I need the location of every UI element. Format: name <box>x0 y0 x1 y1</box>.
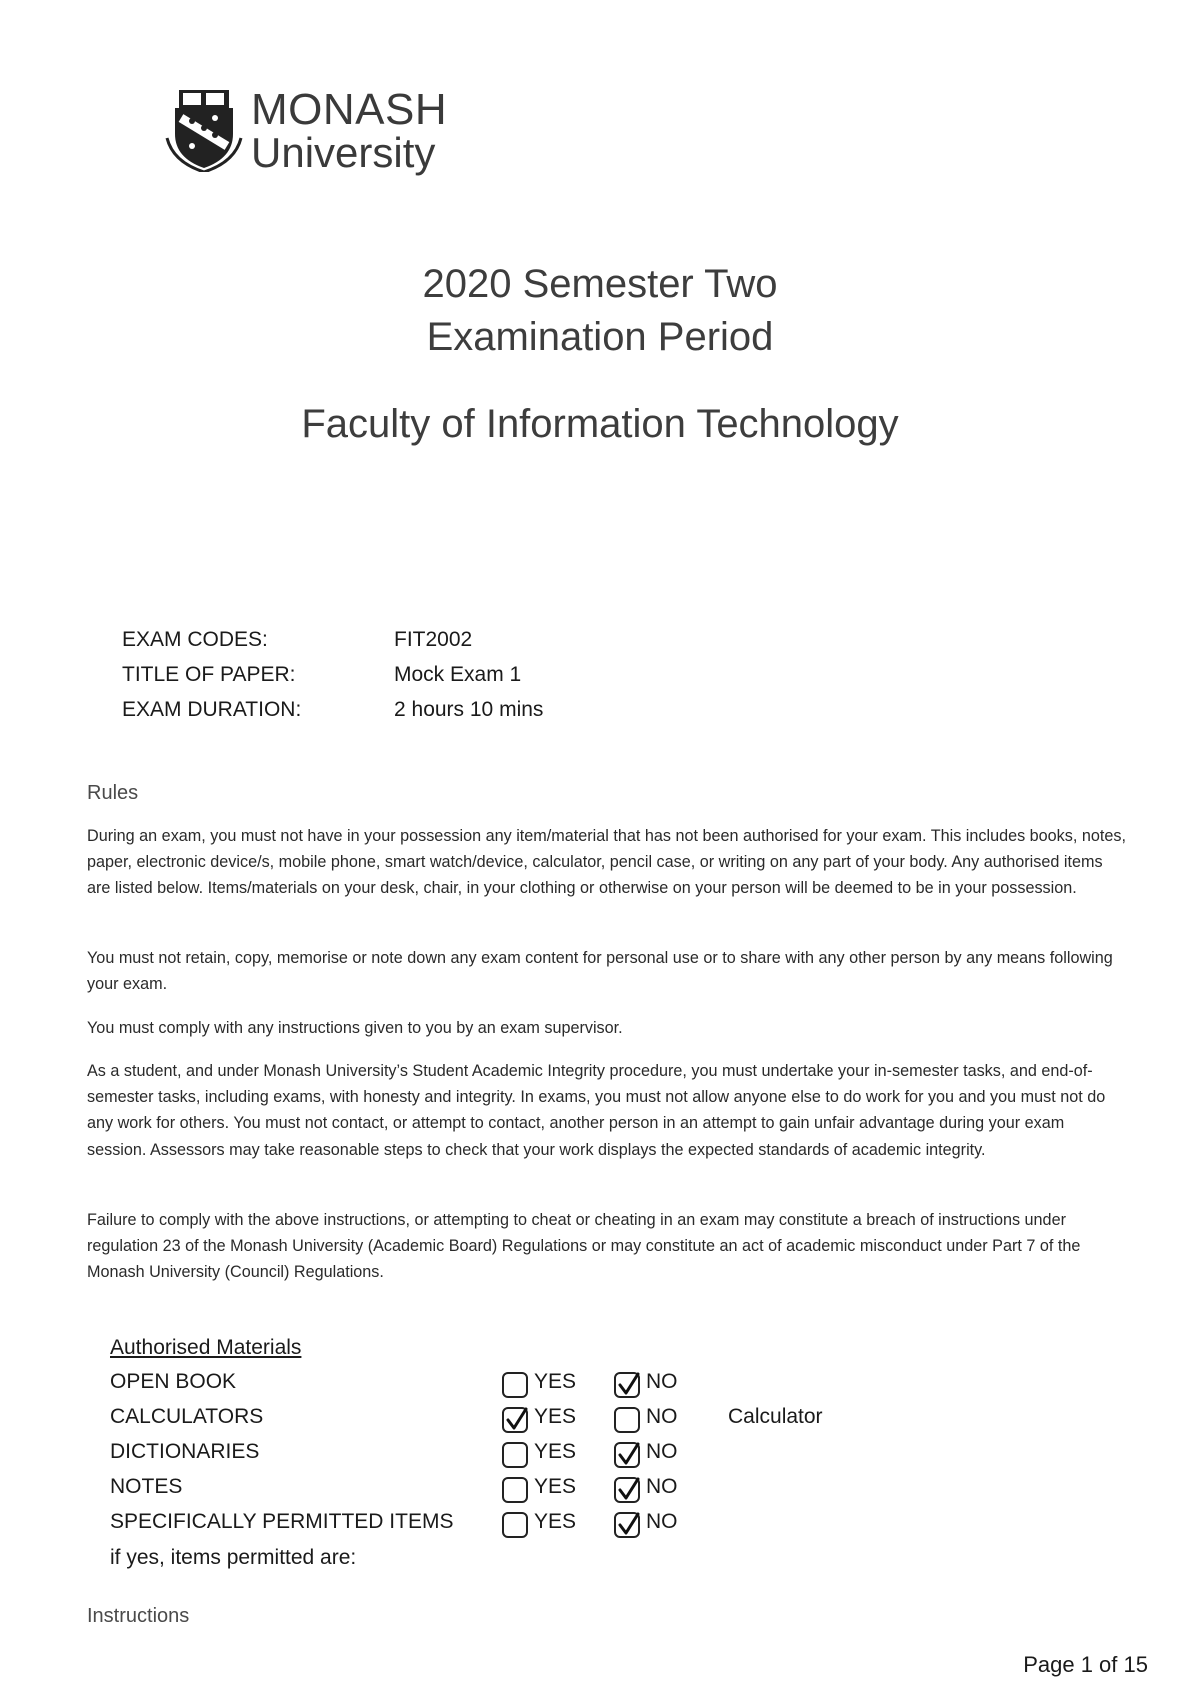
yes-checkbox[interactable] <box>502 1512 528 1538</box>
authorised-row-label: NOTES <box>110 1475 183 1498</box>
authorised-row-label: SPECIFICALLY PERMITTED ITEMS <box>110 1510 454 1533</box>
no-checkbox[interactable] <box>614 1512 640 1538</box>
monash-crest-icon <box>165 88 243 172</box>
authorised-row <box>110 1510 1110 1540</box>
rules-heading: Rules <box>87 782 139 804</box>
exam-info-value: FIT2002 <box>394 628 473 651</box>
items-permitted-label: if yes, items permitted are: <box>110 1546 357 1569</box>
exam-info-value: Mock Exam 1 <box>394 663 522 686</box>
rules-paragraph: You must comply with any instructions given to you by an exam supervisor. <box>87 1019 623 1037</box>
monash-logo <box>165 85 448 176</box>
authorised-row-label: CALCULATORS <box>110 1405 264 1428</box>
yes-label: YES <box>534 1510 577 1533</box>
exam-period-line1: 2020 Semester Two <box>422 262 778 306</box>
no-label: NO <box>646 1510 678 1533</box>
no-checkbox[interactable] <box>614 1442 640 1468</box>
no-checkbox[interactable] <box>614 1372 640 1398</box>
check-mark-icon <box>617 1442 641 1468</box>
no-checkbox[interactable] <box>614 1407 640 1433</box>
rules-paragraph: During an exam, you must not have in your possession any item/material that has not been authorised for your exam. This includes books, notes, paper, electronic device/s, mobile phone, smart watch/device, calculator, pencil case, or writing on any part of your body. Any authorised items are listed below. Items/materials on your desk, chair, in your clothing or otherwise on your person will be deemed to be in your possession. <box>87 827 1126 898</box>
yes-checkbox[interactable] <box>502 1372 528 1398</box>
yes-checkbox[interactable] <box>502 1407 528 1433</box>
check-mark-icon <box>617 1512 641 1538</box>
authorised-row <box>110 1475 1110 1505</box>
rules-paragraph: As a student, and under Monash University’s Student Academic Integrity procedure, you must undertake your in-semester tasks, and end-of-semester tasks, including exams, with honesty and integrity. In exams, you must not allow anyone else to do work for you and you must not do any work for others. You must not contact, or attempt to contact, another person in an attempt to gain unfair advantage during your exam session. Assessors may take reasonable steps to check that your work displays the expected standards of academic integrity. <box>87 1062 1106 1159</box>
yes-label: YES <box>534 1405 577 1428</box>
no-label: NO <box>646 1370 678 1393</box>
logo-wordmark-monash: MONASH <box>251 85 448 134</box>
exam-info-value: 2 hours 10 mins <box>394 698 544 721</box>
check-mark-icon <box>617 1372 641 1398</box>
exam-info-key: TITLE OF PAPER: <box>122 663 296 686</box>
rules-paragraph: You must not retain, copy, memorise or note down any exam content for personal use or to share with any other person by any means following your exam. <box>87 949 1113 994</box>
authorised-materials-heading: Authorised Materials <box>110 1336 302 1359</box>
authorised-row <box>110 1405 1110 1435</box>
check-mark-icon <box>617 1477 641 1503</box>
yes-label: YES <box>534 1370 577 1393</box>
authorised-row-note: Calculator <box>728 1405 823 1428</box>
no-checkbox[interactable] <box>614 1477 640 1503</box>
faculty-title: Faculty of Information Technology <box>301 402 899 446</box>
authorised-row <box>110 1440 1110 1470</box>
no-label: NO <box>646 1440 678 1463</box>
no-label: NO <box>646 1475 678 1498</box>
no-label: NO <box>646 1405 678 1428</box>
yes-label: YES <box>534 1475 577 1498</box>
exam-info-key: EXAM DURATION: <box>122 698 302 721</box>
logo-wordmark-university: University <box>251 129 436 176</box>
check-mark-icon <box>505 1407 529 1433</box>
authorised-row-label: OPEN BOOK <box>110 1370 237 1393</box>
rules-paragraph: Failure to comply with the above instructions, or attempting to cheat or cheating in an exam may constitute a breach of instructions under regulation 23 of the Monash University (Academic Board) Regulations or may constitute an act of academic misconduct under Part 7 of the Monash University (Council) Regulations. <box>87 1211 1081 1282</box>
page-number: Page 1 of 15 <box>1023 1652 1148 1677</box>
exam-period-line2: Examination Period <box>426 315 774 359</box>
yes-checkbox[interactable] <box>502 1442 528 1468</box>
yes-label: YES <box>534 1440 577 1463</box>
authorised-row-label: DICTIONARIES <box>110 1440 260 1463</box>
exam-info-key: EXAM CODES: <box>122 628 268 651</box>
yes-checkbox[interactable] <box>502 1477 528 1503</box>
instructions-heading: Instructions <box>87 1605 190 1627</box>
authorised-row <box>110 1370 1110 1400</box>
